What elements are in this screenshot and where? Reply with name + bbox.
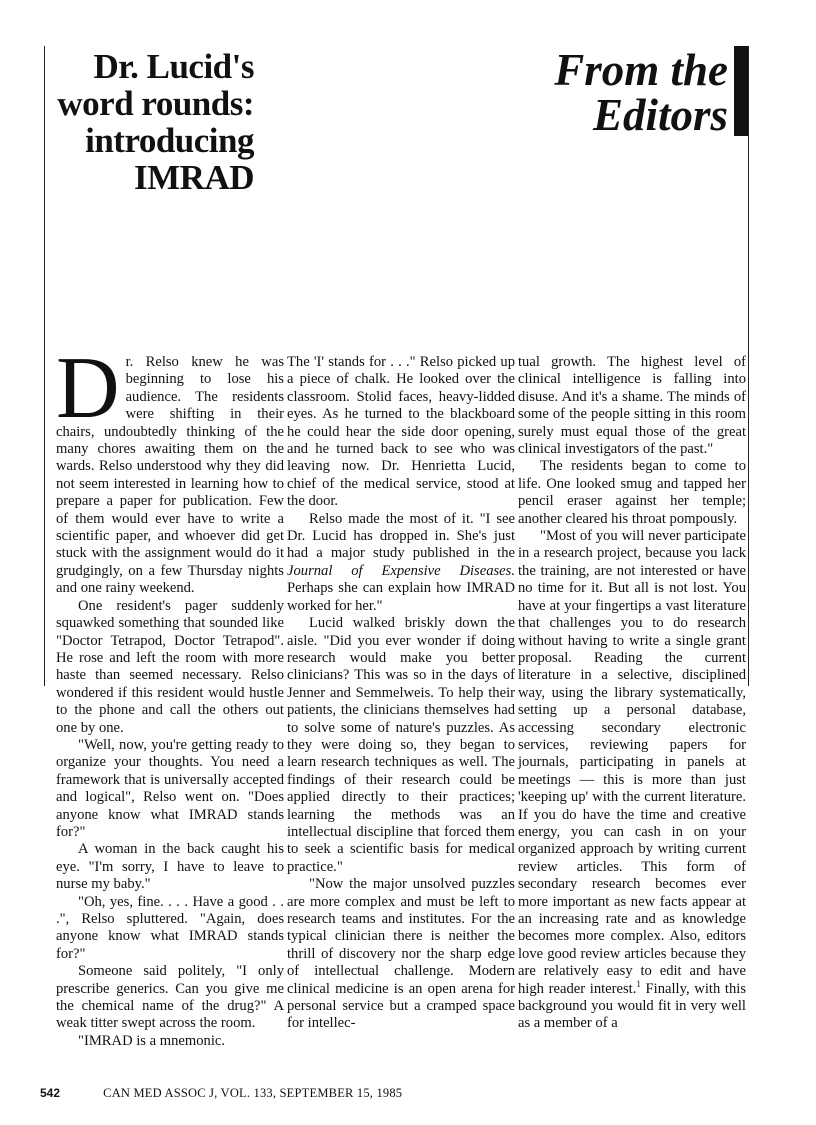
headline-line-2: word rounds: (57, 84, 254, 124)
paragraph: The 'I' stands for . . ." Relso picked up a piece of chalk. He looked over the classroom. Stolid faces, heavy-lidded eyes. As he turned to the blackboard he could hear the side door opening, and he turned back to see who was leaving now. Dr. Henrietta Lucid, chief of the medical service, stood at the door. (287, 354, 515, 510)
section-marker-bar (734, 46, 748, 136)
journal-citation: CAN MED ASSOC J, VOL. 133, SEPTEMBER 15, 1985 (103, 1086, 403, 1100)
paragraph-text: "Most of you will never participate in a research project, because you lack the training, are not interested or have no time for it. But all is not lost. You have at your fingertips a vast literature that challenges you to do research without having to write a single grant proposal. Reading the current literature in a selective, disciplined way, using the library systematically, setting up a personal database, accessing secondary electronic services, reviewing papers for journals, participating in panels at meetings — this is more than just 'keeping up' with the current literature. If you do have the time and creative energy, you can cash in on your organized approach by writing current review articles. This form of secondary research becomes ever more important as new facts appear at an increasing rate and as knowledge becomes more complex. Also, editors love good review articles because they are relatively easy to edit and have high reader interest. (518, 528, 746, 997)
paragraph: "Now the major unsolved puzzles are more complex and must be left to research teams and institutes. For the typical clinician there is neither the thrill of discovery nor the sharp edge of intellectual challenge. Modern clinical medicine is an open arena for personal service but a cramped space for intellec- (287, 876, 515, 1032)
journal-title: Journal of Expensive Diseases. (287, 562, 515, 579)
paragraph (56, 340, 284, 598)
page-footer (40, 1086, 402, 1101)
right-vertical-rule (748, 46, 749, 686)
paragraph (287, 511, 515, 615)
paragraph: The residents began to come to life. One looked smug and tapped her pencil eraser against her temple; another cleared his throat pompously. (518, 458, 746, 527)
paragraph-text: Finally, with this background you would fit in very well as a member of a (518, 980, 747, 1032)
section-title (480, 45, 728, 140)
paragraph-text: Relso made the most of it. "I see Dr. Lucid has dropped in. She's just had a major study published in the (287, 510, 515, 562)
paragraph-text: r. Relso knew he was beginning to lose his audience. The residents were shifting in their chairs, undoubtedly thinking of the many chores awaiting them on the wards. Relso understood why they did not seem interested in learning how to prepare a paper for publication. Few of them would ever have to write a scientific paper, and whoever did get stuck with the assignment would do it grudgingly, on a few Thursday nights and one rainy weekend. (56, 354, 284, 597)
reference-marker: 1 (636, 978, 641, 989)
paragraph-text: Perhaps she can explain how IMRAD worked for her." (287, 580, 515, 614)
paragraph: "Well, now, you're getting ready to organize your thoughts. You need a framework that is universally accepted and logical", Relso went on. "Does anyone know what IMRAD stands for?" (56, 736, 284, 840)
drop-cap: D (56, 340, 120, 437)
article-column-2 (287, 354, 515, 1033)
paragraph: tual growth. The highest level of clinical intelligence is falling into disuse. And it's a shame. The minds of some of the people sitting in this room surely must equal those of the great clinical investigators of the past." (518, 354, 746, 458)
headline-line-1: Dr. Lucid's (93, 47, 254, 86)
paragraph: Lucid walked briskly down the aisle. "Did you ever wonder if doing research would make you better clinicians? This was so in the days of Jenner and Semmelweis. To help their patients, the clinicians themselves had to solve some of nature's puzzles. As they were doing so, they began to learn research techniques as well. The findings of their research could be applied directly to their practices; learning the methods was an intellectual discipline that forced them to seek a scientific basis for medical practice." (287, 615, 515, 875)
page-number: 542 (40, 1086, 61, 1100)
paragraph: A woman in the back caught his eye. "I'm sorry, I have to leave to nurse my baby." (56, 841, 284, 893)
headline-line-3: introducing (85, 121, 254, 161)
article-column-3 (518, 354, 746, 1033)
section-line-1: From the (554, 45, 728, 95)
headline-line-4: IMRAD (134, 158, 254, 198)
paragraph: One resident's pager suddenly squawked something that sounded like "Doctor Tetrapod, Doctor Tetrapod". He rose and left the room with more haste than seemed necessary. Relso wondered if this resident would hustle to the phone and call the others out one by one. (56, 597, 284, 736)
paragraph: Someone said politely, "I only prescribe generics. Can you give me the chemical name of the drug?" A weak titter swept across the room. (56, 963, 284, 1032)
article-headline (50, 48, 254, 196)
article-column-1 (56, 340, 284, 1050)
paragraph: "IMRAD is a mnemonic. (78, 1032, 226, 1049)
paragraph (518, 528, 746, 1033)
section-line-2: Editors (592, 90, 728, 140)
left-vertical-rule (44, 46, 45, 686)
paragraph: "Oh, yes, fine. . . . Have a good . . .", Relso spluttered. "Again, does anyone know what IMRAD stands for?" (56, 893, 284, 962)
